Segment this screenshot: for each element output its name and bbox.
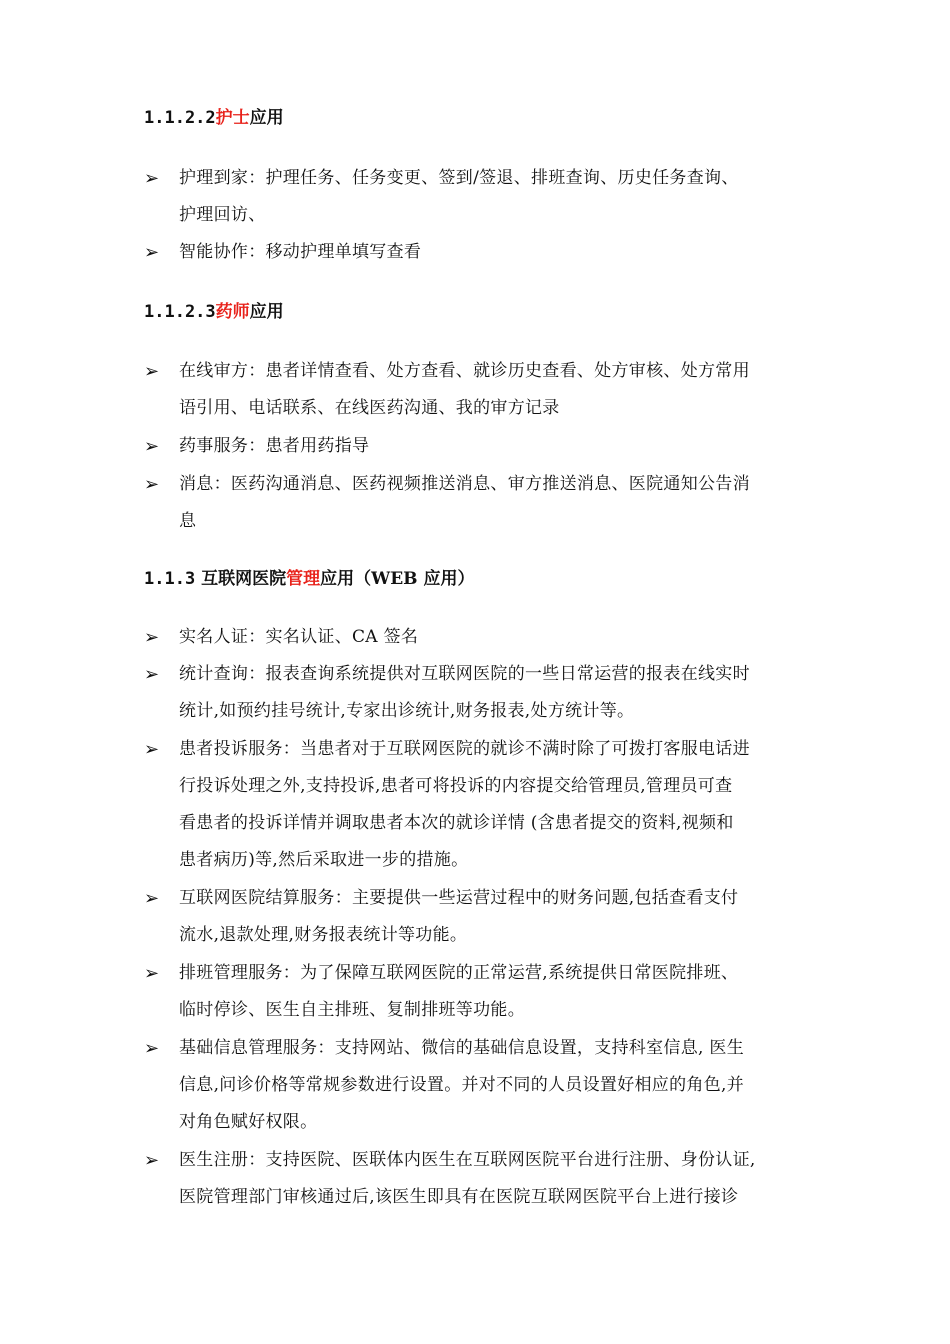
list-item-line: 实名人证：实名认证、CA 签名	[179, 627, 419, 647]
heading-suffix: 应用（WEB 应用）	[320, 569, 475, 589]
list-item-line: 语引用、电话联系、在线医药沟通、我的审方记录	[179, 398, 560, 418]
list-item-line: 行投诉处理之外,支持投诉,患者可将投诉的内容提交给管理员,管理员可查	[179, 776, 733, 796]
list-item	[144, 656, 824, 730]
section-heading-management	[144, 567, 474, 591]
list-item-line: 消息：医药沟通消息、医药视频推送消息、审方推送消息、医院通知公告消	[179, 474, 750, 494]
list-item-line: 患者病历)等,然后采取进一步的措施。	[179, 850, 469, 870]
list-item-line: 智能协作：移动护理单填写查看	[179, 242, 422, 262]
heading-suffix: 应用	[249, 302, 284, 322]
list-item-line: 医院管理部门审核通过后,该医生即具有在医院互联网医院平台上进行接诊	[179, 1187, 739, 1207]
list-item-line: 临时停诊、医生自主排班、复制排班等功能。	[179, 1000, 525, 1020]
heading-highlight: 药师	[215, 302, 250, 322]
list-item	[144, 619, 824, 656]
list-item-line: 统计查询：报表查询系统提供对互联网医院的一些日常运营的报表在线实时	[179, 664, 750, 684]
heading-number: 1.1.2.3	[144, 302, 216, 322]
list-item-line: 统计,如预约挂号统计,专家出诊统计,财务报表,处方统计等。	[179, 701, 635, 721]
section-heading-nurse	[144, 106, 284, 130]
list-item	[144, 880, 824, 954]
bullet-arrow-icon: ➢	[144, 1038, 160, 1059]
bullet-arrow-icon: ➢	[144, 361, 160, 382]
list-item-line: 药事服务：患者用药指导	[179, 436, 370, 456]
bullet-arrow-icon: ➢	[144, 627, 160, 648]
heading-prefix: 互联网医院	[195, 569, 287, 589]
bullet-arrow-icon: ➢	[144, 888, 160, 909]
list-item-line: 患者投诉服务：当患者对于互联网医院的就诊不满时除了可拨打客服电话进	[179, 739, 750, 759]
list-item-line: 流水,退款处理,财务报表统计等功能。	[179, 925, 468, 945]
list-item	[144, 353, 824, 427]
list-item-line: 在线审方：患者详情查看、处方查看、就诊历史查看、处方审核、处方常用	[179, 361, 750, 381]
list-item	[144, 428, 824, 465]
list-item	[144, 466, 824, 540]
list-item-line: 护理到家：护理任务、任务变更、签到/签退、排班查询、历史任务查询、	[179, 168, 739, 188]
bullet-arrow-icon: ➢	[144, 963, 160, 984]
list-item	[144, 1142, 824, 1216]
list-item-line: 看患者的投诉详情并调取患者本次的就诊详情 (含患者提交的资料,视频和	[179, 813, 734, 833]
bullet-arrow-icon: ➢	[144, 664, 160, 685]
list-item	[144, 160, 824, 234]
bullet-arrow-icon: ➢	[144, 436, 160, 457]
list-item-line: 医生注册：支持医院、医联体内医生在互联网医院平台进行注册、身份认证,	[179, 1150, 756, 1170]
list-item	[144, 234, 824, 271]
list-item-line: 排班管理服务：为了保障互联网医院的正常运营,系统提供日常医院排班、	[179, 963, 739, 983]
list-item	[144, 1030, 824, 1141]
bullet-arrow-icon: ➢	[144, 474, 160, 495]
heading-number: 1.1.2.2	[144, 108, 216, 128]
section-heading-pharmacist	[144, 300, 284, 324]
list-item-line: 息	[179, 511, 197, 531]
bullet-arrow-icon: ➢	[144, 739, 160, 760]
heading-highlight: 管理	[286, 569, 321, 589]
list-item-line: 信息,问诊价格等常规参数进行设置。并对不同的人员设置好相应的角色,并	[179, 1075, 745, 1095]
heading-number: 1.1.3	[144, 569, 196, 589]
heading-suffix: 应用	[249, 108, 284, 128]
list-item-line: 互联网医院结算服务：主要提供一些运营过程中的财务问题,包括查看支付	[179, 888, 739, 908]
list-item	[144, 731, 824, 879]
list-item-line: 基础信息管理服务：支持网站、微信的基础信息设置，支持科室信息, 医生	[179, 1038, 745, 1058]
bullet-arrow-icon: ➢	[144, 242, 160, 263]
heading-highlight: 护士	[215, 108, 250, 128]
list-item-line: 护理回访、	[179, 205, 266, 225]
list-item	[144, 955, 824, 1029]
list-item-line: 对角色赋好权限。	[179, 1112, 318, 1132]
bullet-arrow-icon: ➢	[144, 1150, 160, 1171]
bullet-arrow-icon: ➢	[144, 168, 160, 189]
